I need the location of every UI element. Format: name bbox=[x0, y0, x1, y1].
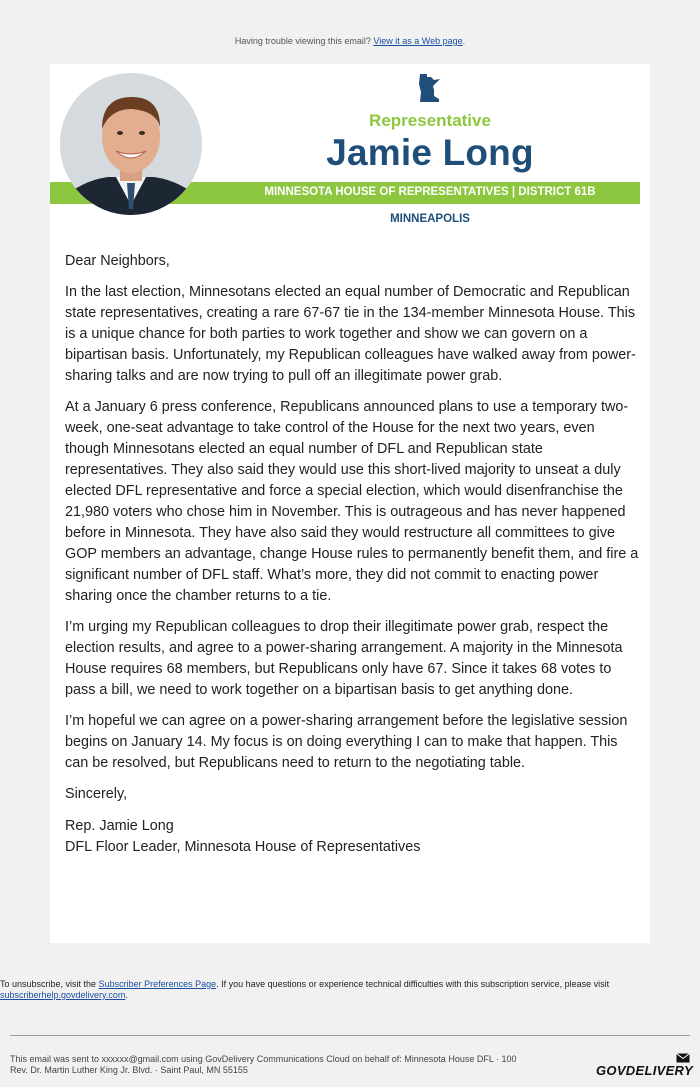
unsubscribe-suffix: . bbox=[125, 990, 128, 1000]
city-label: MINNEAPOLIS bbox=[390, 213, 470, 225]
unsubscribe-note bbox=[0, 979, 690, 1001]
sent-notice bbox=[10, 1054, 580, 1076]
signature-title: DFL Floor Leader, Minnesota House of Representatives bbox=[65, 839, 421, 855]
letter-body bbox=[65, 251, 640, 858]
letter-paragraph: I’m hopeful we can agree on a power-sharing arrangement before the legislative session begins on January 14. My focus is on doing everything I can to make that happen. This can be resolved, but Republicans need to return to the negotiating table. bbox=[65, 713, 628, 771]
preheader-suffix: . bbox=[462, 36, 466, 46]
closing: Sincerely, bbox=[65, 786, 128, 802]
preheader bbox=[0, 36, 700, 46]
letter-paragraph: In the last election, Minnesotans elected an equal number of Democratic and Republican state representatives, creating a rare 67-67 tie in the 134-member Minnesota House. This is a unique chance for both parties to work together and show we can govern on a bipartisan basis. Unfortunately, my Republican colleagues have walked away from power-sharing talks and are now trying to pull off an illegitimate power grab. bbox=[65, 284, 636, 384]
footer-divider bbox=[10, 1035, 690, 1036]
email-card bbox=[50, 64, 650, 943]
title-label: Representative bbox=[369, 111, 491, 130]
subscriber-help-link[interactable]: subscriberhelp.govdelivery.com bbox=[0, 990, 126, 1000]
greeting: Dear Neighbors, bbox=[65, 253, 170, 269]
unsubscribe-prefix: To unsubscribe, visit the bbox=[0, 979, 99, 989]
envelope-icon bbox=[676, 1053, 690, 1063]
portrait-photo bbox=[60, 73, 202, 215]
letter-paragraph: I’m urging my Republican colleagues to drop their illegitimate power grab, respect the election results, and agree to a power-sharing arrangement. A majority in the Minnesota House requires 68 members, but Republicans only have 67. Since it takes 68 votes to pass a bill, we need to work together on a bipartisan basis to get anything done. bbox=[65, 619, 623, 698]
representative-name: Jamie Long bbox=[326, 132, 534, 173]
web-version-link[interactable]: View it as a Web page bbox=[373, 36, 463, 46]
subscriber-preferences-link[interactable]: Subscriber Preferences Page bbox=[98, 979, 217, 989]
sent-line-1: This email was sent to xxxxxx@gmail.com using GovDelivery Communications Cloud on behalf of: Minnesota House DFL · 100 bbox=[10, 1054, 517, 1064]
govdelivery-logo[interactable]: GOVDELIVERY bbox=[596, 1063, 693, 1078]
unsubscribe-middle: . If you have questions or experience technical difficulties with this subscription service, please visit bbox=[216, 979, 610, 989]
signature-name: Rep. Jamie Long bbox=[65, 818, 174, 834]
sent-line-2: Rev. Dr. Martin Luther King Jr. Blvd. · Saint Paul, MN 55155 bbox=[10, 1065, 248, 1075]
letter-paragraph: At a January 6 press conference, Republicans announced plans to use a temporary two-week, one-seat advantage to take control of the House for the next two years, even though Minnesotans elected an equal number of DFL and Republican state representatives. They also said they would use this short-lived majority to unseat a duly elected DFL representative and force a special election, which would disenfranchise the 21,980 voters who chose him in November. This is outrageous and has never happened before in Minnesota. They have also said they would restructure all committees to give GOP members an advantage, change House rules to permanently benefit them, and fire a significant number of DFL staff. What’s more, they did not commit to enacting power sharing once the chamber returns to a tie. bbox=[65, 399, 639, 604]
district-banner-text: MINNESOTA HOUSE OF REPRESENTATIVES | DISTRICT 61B bbox=[264, 186, 596, 198]
preheader-text: Having trouble viewing this email? bbox=[234, 36, 374, 46]
minnesota-state-icon bbox=[418, 74, 442, 102]
